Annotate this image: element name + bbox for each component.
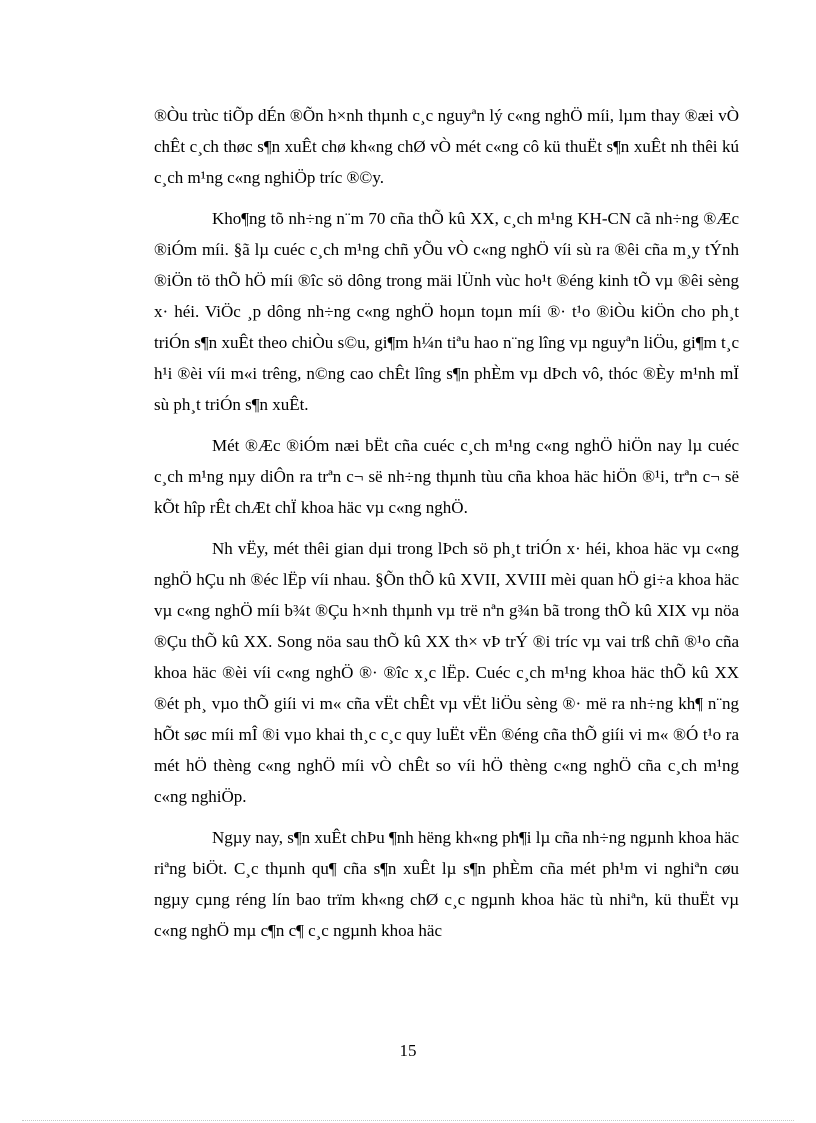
- paragraph-5: Ngµy nay, s¶n xuÊt chÞu ¶nh hëng kh«ng ph¶i lµ cña nh÷ng ngµnh khoa häc riªng biÖt. C¸c thµnh qu¶ cña s¶n xuÊt lµ s¶n phÈm cña mét ph¹m vi nghiªn cøu ngµy cµng réng lín bao trïm kh«ng chØ c¸c ngµnh khoa häc tù nhiªn, kü thuËt vµ c«ng nghÖ mµ c¶n c¶ c¸c ngµnh khoa häc: [154, 828, 739, 940]
- paragraph-3: Mét ®Æc ®iÓm næi bËt cña cuéc c¸ch m¹ng c«ng nghÖ hiÖn nay lµ cuéc c¸ch m¹ng nµy diÔn ra trªn c¬ së nh÷ng thµnh tùu cña khoa häc hiÖn ®¹i, trªn c¬ së kÕt hîp rÊt chÆt chÏ khoa häc vµ c«ng nghÖ.: [154, 436, 739, 517]
- paragraph-2: Kho¶ng tõ nh÷ng n¨m 70 cña thÕ kû XX, c¸ch m¹ng KH-CN cã nh÷ng ®Æc ®iÓm míi. §ã lµ cuéc c¸ch m¹ng chñ yÕu vÒ c«ng nghÖ víi sù ra ®êi cña m¸y tÝnh ®iÖn tö thÕ hÖ míi ®îc sö dông trong mäi lÜnh vùc ho¹t ®éng kinh tÕ vµ ®êi sèng x· héi. ViÖc ¸p dông nh÷ng c«ng nghÖ hoµn toµn míi ®· t¹o ®iÒu kiÖn cho ph¸t triÓn s¶n xuÊt theo chiÒu s©u, gi¶m h¼n tiªu hao n¨ng lîng vµ nguyªn liÖu, gi¶m t¸c h¹i ®èi víi m«i trêng, n©ng cao chÊt lîng s¶n phÈm vµ dÞch vô, thóc ®Èy m¹nh mÏ sù ph¸t triÓn s¶n xuÊt.: [154, 209, 739, 414]
- paragraph-1: ®Òu trùc tiÕp dÉn ®Õn h×nh thµnh c¸c nguyªn lý c«ng nghÖ míi, lµm thay ®æi vÒ chÊt c¸ch thøc s¶n xuÊt chø kh«ng chØ vÒ mét c«ng cô kü thuËt s¶n xuÊt nh thêi kú c¸ch m¹ng c«ng nghiÖp tríc ®©y.: [154, 106, 739, 187]
- paragraph-4: Nh vËy, mét thêi gian dµi trong lÞch sö ph¸t triÓn x· héi, khoa häc vµ c«ng nghÖ hÇu nh ®éc lËp víi nhau. §Õn thÕ kû XVII, XVIII mèi quan hÖ gi÷a khoa häc vµ c«ng nghÖ míi b¾t ®Çu h×nh thµnh vµ trë nªn g¾n bã trong thÕ kû XIX vµ nöa ®Çu thÕ kû XX. Song nöa sau thÕ kû XX th× vÞ trÝ ®i tríc vµ vai trß chñ ®¹o cña khoa häc ®èi víi c«ng nghÖ ®· ®îc x¸c lËp. Cuéc c¸ch m¹ng khoa häc thÕ kû XX ®ét ph¸ vµo thÕ giíi vi m« cña vËt chÊt vµ vËt liÖu sèng ®· më ra nh÷ng kh¶ n¨ng hÕt søc míi mÎ ®i vµo khai th¸c c¸c quy luËt vËn ®éng cña thÕ giíi vi m« ®Ó t¹o ra mét hÖ thèng c«ng nghÖ míi vÒ chÊt so víi hÖ thèng c«ng nghÖ cña c¸ch m¹ng c«ng nghiÖp.: [154, 539, 739, 806]
- page-bottom-divider: [22, 1120, 794, 1121]
- page-number: 15: [399, 1041, 417, 1060]
- body-text: [154, 100, 739, 956]
